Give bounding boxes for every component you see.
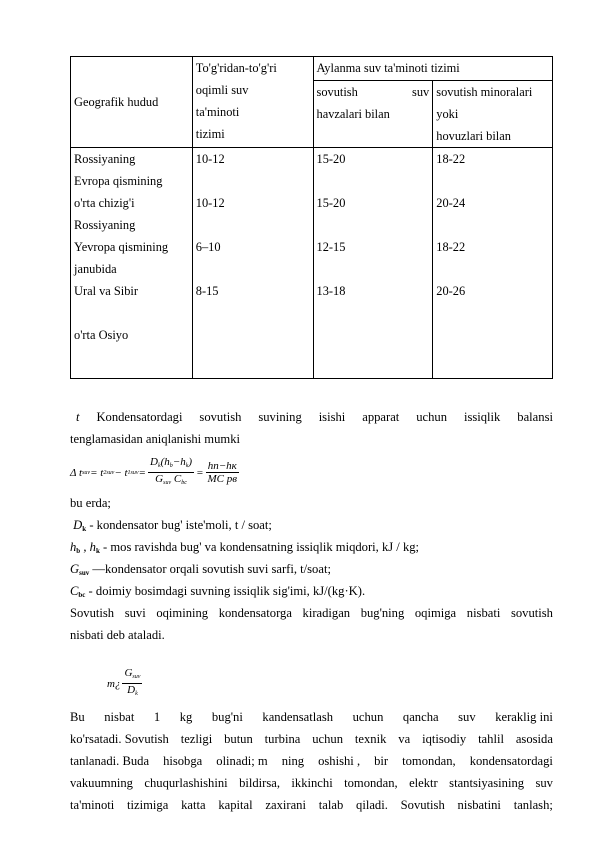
formula-sub: suv xyxy=(82,469,91,476)
word: tomondan, xyxy=(402,754,456,768)
word: suv xyxy=(535,776,553,790)
word: t xyxy=(76,410,80,424)
word: 1 xyxy=(153,710,161,724)
definition-line: $G_{suv}$ —kondensator orqali sovutish suvi sarfi, t/soat; xyxy=(70,562,331,577)
word: suvining xyxy=(258,410,302,424)
header-tower-line: sovutish minoralari xyxy=(436,85,533,99)
word: uchun xyxy=(352,710,384,724)
value-cell: 8-15 xyxy=(195,284,219,298)
paragraph-line xyxy=(70,728,553,750)
word: oshishi , xyxy=(318,754,361,768)
region-line: Yevropa qismining xyxy=(74,240,169,254)
word: suv xyxy=(458,710,476,724)
word: asosida xyxy=(515,732,553,746)
region-line: Evropa qismining xyxy=(74,174,163,188)
formula-sub: 1suv xyxy=(127,469,139,476)
word: qiladi. xyxy=(356,798,388,812)
ratio-formula xyxy=(107,667,144,700)
word: balansi xyxy=(517,410,553,424)
paragraph-ratio-explained xyxy=(70,706,553,816)
word: texnik xyxy=(354,732,387,746)
value-cell: 10-12 xyxy=(195,152,225,166)
word: Kondensatordagi xyxy=(96,410,183,424)
word: ikkinchi xyxy=(291,776,333,790)
word: iqtisodiy xyxy=(422,732,467,746)
word: Sovutish xyxy=(70,606,115,620)
paragraph-line xyxy=(70,706,553,728)
word: nisbat xyxy=(104,710,135,724)
value-cell: 13-18 xyxy=(316,284,346,298)
formula-sub: 2suv xyxy=(103,469,115,476)
paragraph-line xyxy=(70,602,553,624)
word: tezligi xyxy=(180,732,213,746)
word: issiqlik xyxy=(463,410,501,424)
header-tower-line: yoki xyxy=(436,107,459,121)
word: apparat xyxy=(362,410,400,424)
definition-line: $h_b$ , $h_k$ - mos ravishda bug' va kondensatning issiqlik miqdori, kJ / kg; xyxy=(70,540,420,555)
word: Sovutish xyxy=(400,798,445,812)
word: nisbati xyxy=(466,606,501,620)
paragraph-heat-balance xyxy=(70,406,553,450)
word: uchun xyxy=(416,410,448,424)
formula-term: = xyxy=(138,466,146,479)
paragraph-line xyxy=(70,406,553,428)
word: tanlanadi. Buda xyxy=(70,754,150,768)
value-cell: 10-12 xyxy=(195,196,225,210)
ratio-lhs: m¿ xyxy=(107,677,121,690)
region-line: Rossiyaning xyxy=(74,152,136,166)
word: bir xyxy=(374,754,389,768)
word: ko'rsatadi. Sovutish xyxy=(70,732,169,746)
header-pond-word: suv xyxy=(412,85,430,99)
region-line: o'rta Osiyo xyxy=(74,328,129,342)
formula-term: = t xyxy=(90,466,104,479)
word: stantsiyasining xyxy=(449,776,525,790)
word: keraklig ini xyxy=(495,710,553,724)
formula-term: Δ t xyxy=(70,466,83,479)
definitions-block xyxy=(70,492,553,602)
header-cooling-towers xyxy=(433,81,553,148)
header-cooling-ponds xyxy=(313,81,433,148)
word: ning xyxy=(281,754,305,768)
header-direct-flow-line: oqimli suv xyxy=(195,83,249,97)
word: bug'ning xyxy=(360,606,405,620)
word: isishi xyxy=(318,410,346,424)
formula-fraction-2: $\frac{hn-hк}{\text{МС рв}}$ xyxy=(207,460,238,485)
header-pond-line: havzalari bilan xyxy=(316,107,390,121)
header-direct-flow-line: To'g'ridan-to'g'ri xyxy=(195,61,277,75)
header-direct-flow-line: ta'minoti xyxy=(195,105,240,119)
region-line: o'rta chizig'i xyxy=(74,196,135,210)
word: vakuumning xyxy=(70,776,133,790)
word: tanlash; xyxy=(513,798,553,812)
word: elektr xyxy=(409,776,438,790)
heat-balance-formula xyxy=(70,456,241,489)
word: oqimiga xyxy=(414,606,457,620)
word: katta xyxy=(181,798,206,812)
word: zaxirani xyxy=(265,798,306,812)
word: olinadi; m xyxy=(216,754,268,768)
header-circulating-system: Aylanma suv ta'minoti tizimi xyxy=(313,57,553,81)
word: nisbatini xyxy=(457,798,501,812)
word: tomondan, xyxy=(344,776,398,790)
value-cell: 18-22 xyxy=(436,240,466,254)
regions-cell xyxy=(71,148,193,379)
word: kiradigan xyxy=(302,606,351,620)
ratio-fraction: $\frac{\text{Gsuv}}{Dk}$ xyxy=(124,667,141,697)
word: sovutish xyxy=(199,410,242,424)
paragraph-line xyxy=(70,794,553,816)
tower-values xyxy=(433,148,553,379)
word: oqimining xyxy=(156,606,209,620)
word: kondensatordagi xyxy=(469,754,553,768)
word: kapital xyxy=(218,798,253,812)
value-cell: 6–10 xyxy=(195,240,221,254)
direct-flow-values xyxy=(192,148,313,379)
value-cell: 15-20 xyxy=(316,152,346,166)
word: uchun xyxy=(312,732,344,746)
region-line: Ural va Sibir xyxy=(74,284,139,298)
region-line: Rossiyaning xyxy=(74,218,136,232)
word: tizimiga xyxy=(127,798,169,812)
definition-line: $C_{bc}$ - doimiy bosimdagi suvning issiqlik sig'imi, kJ/(kg·K). xyxy=(70,584,366,599)
word: talab xyxy=(318,798,344,812)
paragraph-line: nisbati deb ataladi. xyxy=(70,628,165,642)
value-cell: 18-22 xyxy=(436,152,466,166)
value-cell: 20-26 xyxy=(436,284,466,298)
word: qancha xyxy=(402,710,439,724)
word: butun xyxy=(224,732,253,746)
word: tahlil xyxy=(478,732,504,746)
paragraph-line xyxy=(70,750,553,772)
word: sovutish xyxy=(510,606,553,620)
word: kg xyxy=(179,710,193,724)
header-direct-flow-line: tizimi xyxy=(195,127,225,141)
formula-fraction-1: $\frac{Dk(hb-hk)}{\text{Gsuv Cbc}}$ xyxy=(149,456,193,486)
formula-term: = xyxy=(196,466,204,479)
word: ta'minoti xyxy=(70,798,115,812)
word: kandensatlash xyxy=(262,710,334,724)
word: turbina xyxy=(264,732,301,746)
region-line: janubida xyxy=(74,262,117,276)
header-geographic-region: Geografik hudud xyxy=(71,57,193,148)
pond-values xyxy=(313,148,433,379)
header-pond-word: sovutish xyxy=(316,85,358,99)
word: hisobga xyxy=(163,754,203,768)
word: va xyxy=(398,732,411,746)
word: Bu xyxy=(70,710,85,724)
climate-table xyxy=(70,56,553,379)
header-tower-line: hovuzlari bilan xyxy=(436,129,511,143)
value-cell: 20-24 xyxy=(436,196,466,210)
word: chuqurlashishini xyxy=(144,776,228,790)
value-cell: 12-15 xyxy=(316,240,346,254)
header-direct-flow xyxy=(192,57,313,148)
paragraph-line: tenglamasidan aniqlanishi mumki xyxy=(70,432,240,446)
word: kondensatorga xyxy=(218,606,292,620)
value-cell: 15-20 xyxy=(316,196,346,210)
word: bildirsa, xyxy=(239,776,280,790)
paragraph-ratio xyxy=(70,602,553,646)
word: bug'ni xyxy=(211,710,243,724)
bu-erda-label: bu erda; xyxy=(70,496,111,510)
formula-term: − t xyxy=(114,466,128,479)
paragraph-line xyxy=(70,772,553,794)
word: suvi xyxy=(124,606,146,620)
definition-line: $D_k$ - kondensator bug' iste'moli, t / soat; xyxy=(73,518,272,533)
